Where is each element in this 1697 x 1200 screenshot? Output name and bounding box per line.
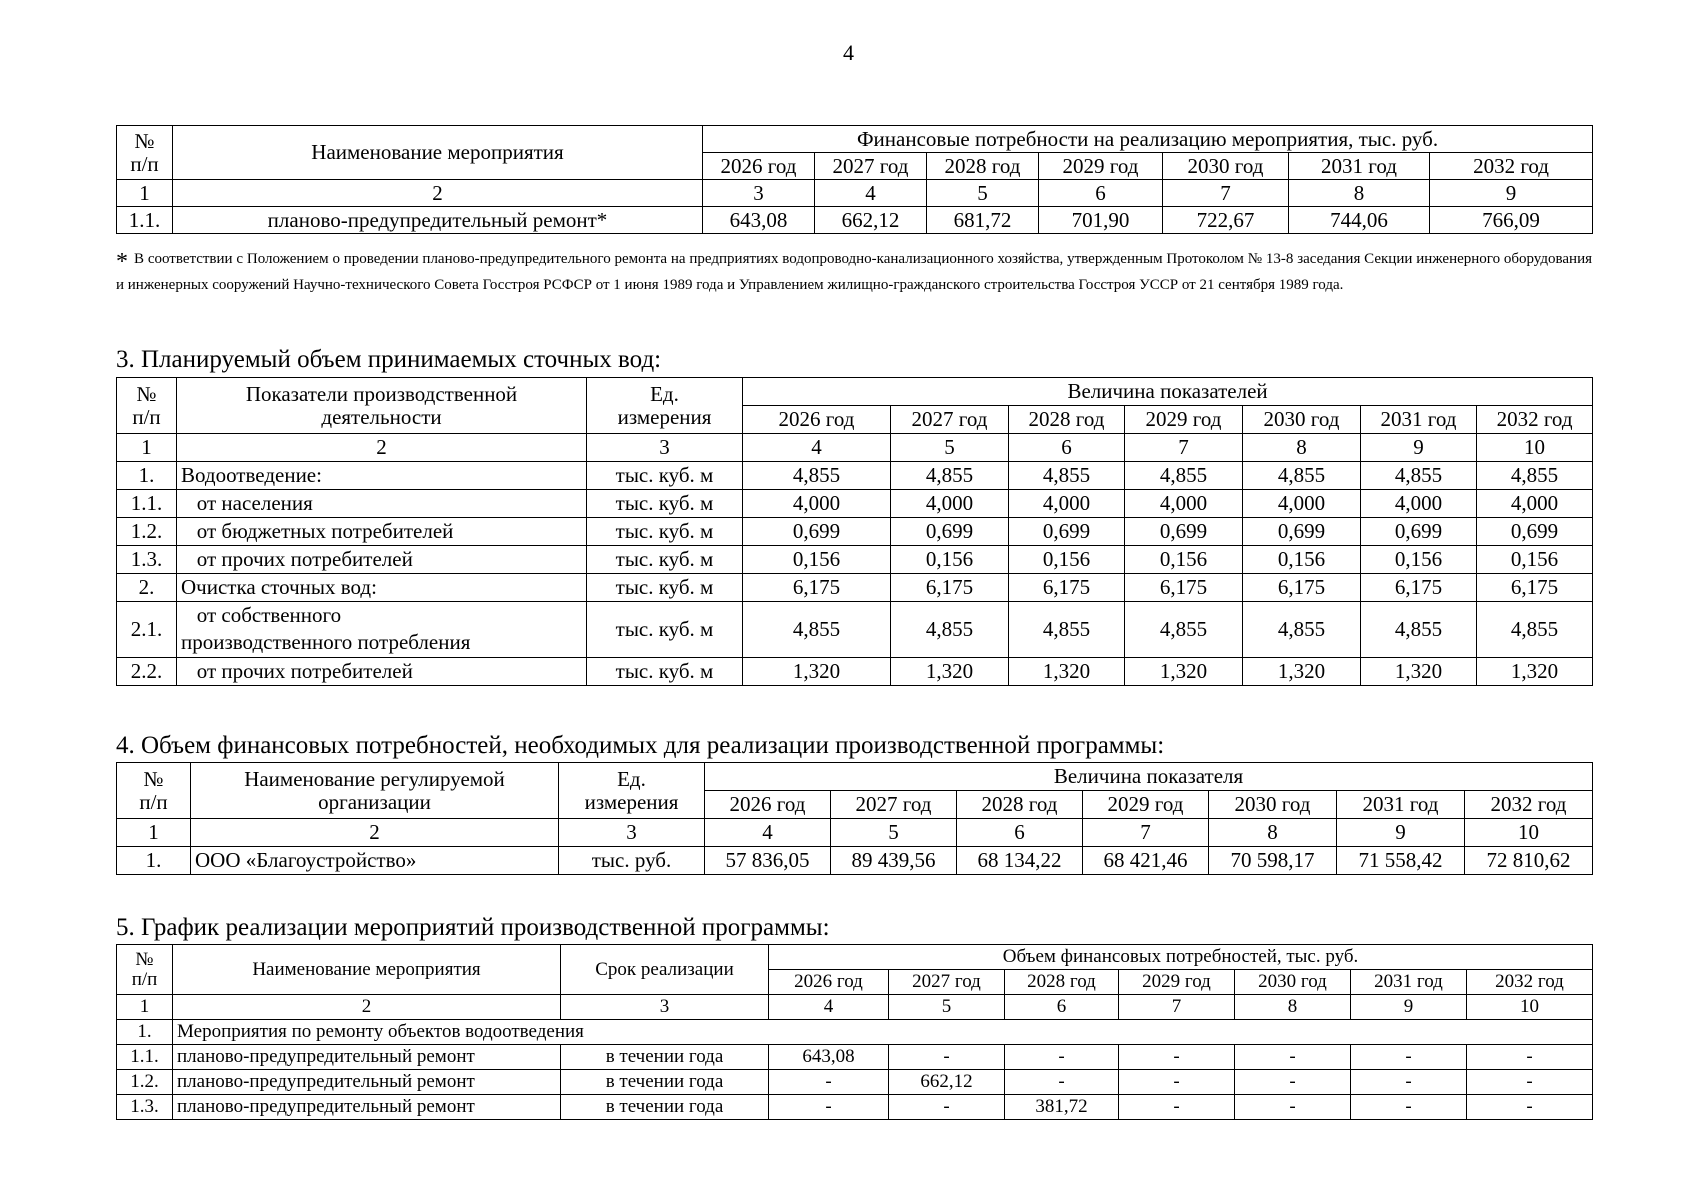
header-row [117,945,1593,970]
row-unit: тыс. куб. м [587,574,743,602]
row-value: 1,320 [1243,657,1361,685]
footnote-text: В соответствии с Положением о проведении планово-предупредительного ремонта на предприятиях водопроводно-канализационного хозяйства, утвержденным Протоколом № 13-8 заседания Секции инженерного оборудования и инженерных сооружений Научно-технического Совета Госстроя РСФСР от 1 июня 1989 года и Управлением жилищно-гражданского строительства Госстроя УССР от 21 сентября 1989 года. [116,251,1592,293]
row-value: 6,175 [1243,574,1361,602]
header-financial: Объем финансовых потребностей, тыс. руб. [769,945,1593,970]
column-number: 10 [1467,995,1593,1020]
row-number: 1.3. [117,546,177,574]
row-value: 766,09 [1430,207,1593,234]
row-number: 1.1. [117,490,177,518]
row-number: 1.3. [117,1095,173,1120]
header-unit: Ед. измерения [587,378,743,434]
wastewater-volume-table [116,377,1593,686]
row-value: 0,699 [1009,518,1125,546]
repair-cost-table [116,125,1593,234]
column-number: 8 [1289,180,1430,207]
row-value: 4,855 [1009,462,1125,490]
row-value: 662,12 [815,207,927,234]
row-value: 701,90 [1039,207,1163,234]
row-name: Очистка сточных вод: [177,574,587,602]
column-number: 7 [1119,995,1235,1020]
header-number: № п/п [117,378,177,434]
header-row [117,378,1593,406]
row-value: 0,156 [891,546,1009,574]
row-value: 643,08 [703,207,815,234]
row-unit: тыс. куб. м [587,490,743,518]
header-financial: Финансовые потребности на реализацию мероприятия, тыс. руб. [703,126,1593,153]
header-year: 2027 год [815,153,927,180]
header-number: № п/п [117,763,191,819]
table-row [117,518,1593,546]
column-number: 6 [957,819,1083,847]
row-value: 1,320 [891,657,1009,685]
row-value: 4,855 [891,462,1009,490]
column-number: 6 [1009,434,1125,462]
row-value: 4,000 [1009,490,1125,518]
column-number: 5 [831,819,957,847]
row-value: 4,855 [1477,462,1593,490]
row-name: от собственного производственного потребления [177,602,587,658]
row-value: - [1005,1070,1119,1095]
table-row [117,207,1593,234]
row-value: 0,699 [1243,518,1361,546]
table-row [117,602,1593,658]
header-year: 2031 год [1337,791,1465,819]
header-year: 2028 год [927,153,1039,180]
row-value: - [1351,1045,1467,1070]
row-unit: тыс. руб. [559,847,705,875]
row-value: 0,699 [891,518,1009,546]
row-value: - [1351,1070,1467,1095]
table-row [117,847,1593,875]
table-row [117,1095,1593,1120]
row-unit: тыс. куб. м [587,518,743,546]
header-year: 2029 год [1083,791,1209,819]
row-value: 681,72 [927,207,1039,234]
column-number: 5 [927,180,1039,207]
header-year: 2028 год [1005,970,1119,995]
row-value: 71 558,42 [1337,847,1465,875]
row-value: 4,000 [1125,490,1243,518]
column-number: 2 [177,434,587,462]
column-number: 5 [889,995,1005,1020]
header-year: 2031 год [1361,406,1477,434]
row-value: - [1235,1095,1351,1120]
header-values: Величина показателя [705,763,1593,791]
table-row [117,1070,1593,1095]
header-name: Наименование мероприятия [173,945,561,995]
table-row [117,657,1593,685]
row-value: - [889,1045,1005,1070]
header-year: 2032 год [1430,153,1593,180]
header-row [117,763,1593,791]
column-number: 1 [117,995,173,1020]
row-value: 0,156 [1125,546,1243,574]
column-number: 9 [1361,434,1477,462]
footnote-marker: * [116,249,128,275]
row-value: 4,855 [1009,602,1125,658]
row-value: 0,699 [1125,518,1243,546]
row-value: - [1235,1070,1351,1095]
row-value: 6,175 [1125,574,1243,602]
row-value: - [1467,1095,1593,1120]
row-value: 0,699 [1361,518,1477,546]
row-value: 68 134,22 [957,847,1083,875]
row-value: 6,175 [1477,574,1593,602]
section-3-title: 3. Планируемый объем принимаемых сточных вод: [116,346,662,373]
column-number: 7 [1083,819,1209,847]
row-value: 643,08 [769,1045,889,1070]
row-name: ООО «Благоустройство» [191,847,559,875]
row-value: - [1235,1045,1351,1070]
header-year: 2027 год [891,406,1009,434]
row-value: 4,000 [1243,490,1361,518]
row-value: 722,67 [1163,207,1289,234]
header-year: 2027 год [889,970,1005,995]
column-number: 9 [1430,180,1593,207]
row-value: - [1467,1045,1593,1070]
row-number: 1.1. [117,1045,173,1070]
row-value: 68 421,46 [1083,847,1209,875]
row-value: 1,320 [1477,657,1593,685]
column-number-row [117,180,1593,207]
column-number: 3 [561,995,769,1020]
column-number: 4 [769,995,889,1020]
header-year: 2030 год [1243,406,1361,434]
table-row [117,490,1593,518]
row-value: 57 836,05 [705,847,831,875]
row-value: 6,175 [743,574,891,602]
header-term: Срок реализации [561,945,769,995]
page-number: 4 [843,40,854,65]
footnote [116,248,1592,297]
header-year: 2027 год [831,791,957,819]
row-value: 744,06 [1289,207,1430,234]
column-number: 8 [1209,819,1337,847]
row-value: 4,000 [1361,490,1477,518]
financial-needs-table [116,762,1593,875]
row-unit: тыс. куб. м [587,546,743,574]
column-number: 9 [1337,819,1465,847]
row-value: 0,156 [1361,546,1477,574]
header-year: 2030 год [1163,153,1289,180]
row-value: 4,855 [1125,602,1243,658]
row-value: - [1351,1095,1467,1120]
table-row [117,574,1593,602]
row-unit: тыс. куб. м [587,657,743,685]
row-value: 72 810,62 [1465,847,1593,875]
header-values: Величина показателей [743,378,1593,406]
row-value: - [889,1095,1005,1120]
table-row [117,546,1593,574]
header-year: 2026 год [705,791,831,819]
schedule-table [116,944,1593,1120]
row-name: планово-предупредительный ремонт [173,1095,561,1120]
row-value: - [1005,1045,1119,1070]
column-number: 5 [891,434,1009,462]
column-number: 7 [1163,180,1289,207]
row-value: - [1119,1070,1235,1095]
group-row [117,1020,1593,1045]
row-name: Водоотведение: [177,462,587,490]
column-number: 2 [173,180,703,207]
row-value: 4,000 [743,490,891,518]
section-4-title: 4. Объем финансовых потребностей, необходимых для реализации производственной программы: [116,732,1165,759]
column-number: 4 [705,819,831,847]
header-name: Наименование мероприятия [173,126,703,180]
row-value: 4,855 [743,602,891,658]
row-value: 0,156 [1009,546,1125,574]
header-year: 2031 год [1351,970,1467,995]
row-name: от прочих потребителей [177,657,587,685]
row-number: 2. [117,574,177,602]
row-value: 4,855 [891,602,1009,658]
row-value: - [769,1070,889,1095]
column-number: 6 [1005,995,1119,1020]
header-year: 2030 год [1209,791,1337,819]
header-indicator: Показатели производственной деятельности [177,378,587,434]
row-value: 4,000 [1477,490,1593,518]
column-number: 10 [1477,434,1593,462]
header-year: 2032 год [1465,791,1593,819]
row-term: в течении года [561,1045,769,1070]
column-number: 10 [1465,819,1593,847]
row-value: 6,175 [1361,574,1477,602]
row-value: 4,000 [891,490,1009,518]
row-value: 4,855 [1361,462,1477,490]
group-number: 1. [117,1020,173,1045]
row-value: 1,320 [1361,657,1477,685]
row-value: 1,320 [1125,657,1243,685]
table-row [117,462,1593,490]
column-number-row [117,819,1593,847]
header-number: № п/п [117,126,173,180]
row-number: 1.2. [117,1070,173,1095]
row-value: - [1119,1095,1235,1120]
row-value: 4,855 [1243,462,1361,490]
row-number: 2.1. [117,602,177,658]
row-value: 0,699 [743,518,891,546]
column-number: 1 [117,434,177,462]
column-number-row [117,434,1593,462]
row-value: - [1119,1045,1235,1070]
row-value: 0,156 [743,546,891,574]
row-value: 4,855 [743,462,891,490]
column-number: 8 [1243,434,1361,462]
header-organization: Наименование регулируемой организации [191,763,559,819]
row-value: 4,855 [1125,462,1243,490]
row-value: 381,72 [1005,1095,1119,1120]
column-number: 9 [1351,995,1467,1020]
row-name: планово-предупредительный ремонт* [173,207,703,234]
group-name: Мероприятия по ремонту объектов водоотведения [173,1020,1593,1045]
row-value: 70 598,17 [1209,847,1337,875]
column-number: 7 [1125,434,1243,462]
column-number: 4 [815,180,927,207]
row-number: 1. [117,847,191,875]
column-number: 2 [191,819,559,847]
row-name: от бюджетных потребителей [177,518,587,546]
row-value: 4,855 [1361,602,1477,658]
header-year: 2029 год [1039,153,1163,180]
column-number-row [117,995,1593,1020]
header-year: 2031 год [1289,153,1430,180]
row-value: 0,699 [1477,518,1593,546]
row-value: 89 439,56 [831,847,957,875]
header-number: № п/п [117,945,173,995]
row-number: 1.2. [117,518,177,546]
header-year: 2026 год [703,153,815,180]
row-name: от прочих потребителей [177,546,587,574]
column-number: 8 [1235,995,1351,1020]
header-year: 2029 год [1119,970,1235,995]
row-name: планово-предупредительный ремонт [173,1070,561,1095]
row-number: 2.2. [117,657,177,685]
row-name: от населения [177,490,587,518]
header-year: 2026 год [743,406,891,434]
row-term: в течении года [561,1095,769,1120]
header-year: 2028 год [957,791,1083,819]
row-value: 662,12 [889,1070,1005,1095]
row-unit: тыс. куб. м [587,462,743,490]
row-value: 4,855 [1477,602,1593,658]
header-row [117,126,1593,153]
header-unit: Ед. измерения [559,763,705,819]
row-number: 1.1. [117,207,173,234]
header-year: 2030 год [1235,970,1351,995]
row-value: 0,156 [1243,546,1361,574]
row-value: 6,175 [891,574,1009,602]
column-number: 3 [587,434,743,462]
row-value: 6,175 [1009,574,1125,602]
column-number: 2 [173,995,561,1020]
table-row [117,1045,1593,1070]
column-number: 1 [117,819,191,847]
header-year: 2028 год [1009,406,1125,434]
row-value: 1,320 [1009,657,1125,685]
row-value: - [1467,1070,1593,1095]
row-value: 4,855 [1243,602,1361,658]
row-value: 1,320 [743,657,891,685]
row-unit: тыс. куб. м [587,602,743,658]
header-year: 2032 год [1477,406,1593,434]
column-number: 1 [117,180,173,207]
header-year: 2026 год [769,970,889,995]
row-number: 1. [117,462,177,490]
column-number: 6 [1039,180,1163,207]
column-number: 3 [559,819,705,847]
header-year: 2032 год [1467,970,1593,995]
column-number: 4 [743,434,891,462]
row-value: 0,156 [1477,546,1593,574]
section-5-title: 5. График реализации мероприятий производственной программы: [116,914,830,941]
row-value: - [769,1095,889,1120]
row-term: в течении года [561,1070,769,1095]
header-year: 2029 год [1125,406,1243,434]
column-number: 3 [703,180,815,207]
row-name: планово-предупредительный ремонт [173,1045,561,1070]
